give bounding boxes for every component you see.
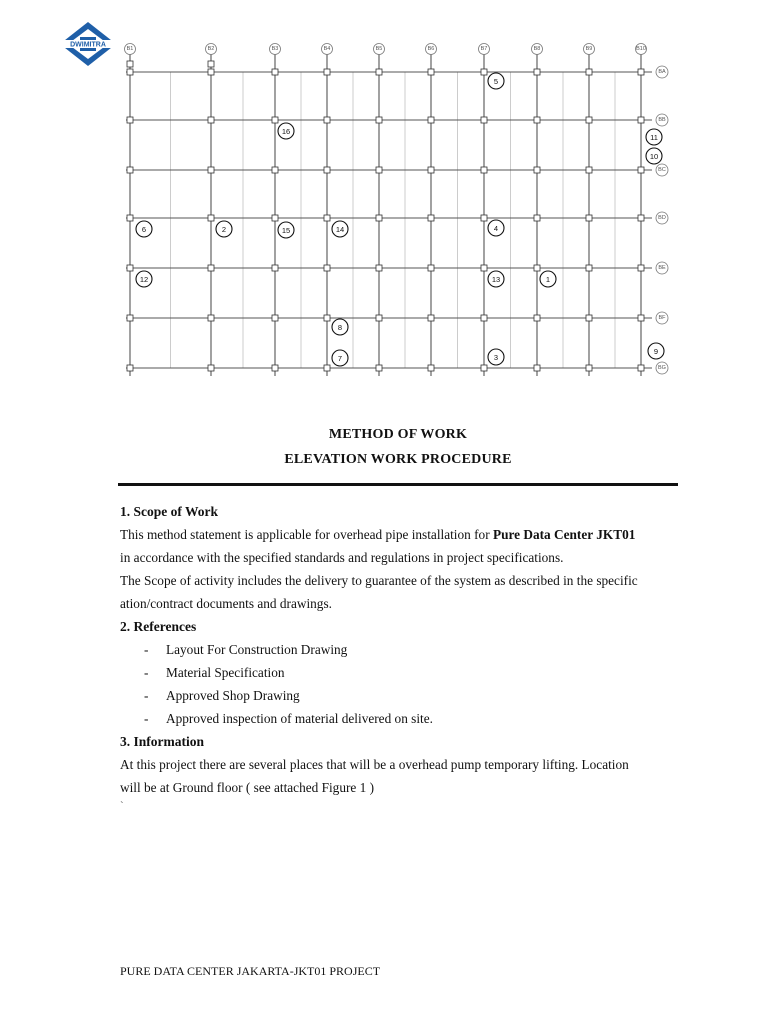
structural-column xyxy=(586,117,592,123)
column-axis-label: B3 xyxy=(271,46,279,52)
structural-column xyxy=(376,265,382,271)
structural-column xyxy=(127,365,133,371)
structural-column xyxy=(586,265,592,271)
logo-text: DWIMITRA xyxy=(70,41,106,49)
structural-column xyxy=(428,265,434,271)
location-marker-label: 5 xyxy=(493,77,499,86)
structural-column xyxy=(534,215,540,221)
structural-column xyxy=(376,117,382,123)
structural-column xyxy=(534,365,540,371)
structural-column xyxy=(534,315,540,321)
structural-column xyxy=(208,265,214,271)
stray-mark: ` xyxy=(120,800,124,812)
row-axis-label: BA xyxy=(658,69,666,75)
structural-column xyxy=(127,117,133,123)
structural-column xyxy=(638,69,644,75)
structural-column xyxy=(127,167,133,173)
structural-column xyxy=(127,215,133,221)
column-axis-label: B2 xyxy=(207,46,215,52)
structural-column xyxy=(324,167,330,173)
project-name: Pure Data Center JKT01 xyxy=(492,527,636,542)
structural-column xyxy=(481,365,487,371)
column-axis-label: B5 xyxy=(375,46,383,52)
structural-column xyxy=(586,315,592,321)
structural-column xyxy=(208,365,214,371)
structural-column xyxy=(324,69,330,75)
structural-column xyxy=(324,365,330,371)
structural-column xyxy=(586,365,592,371)
location-marker-label: 4 xyxy=(493,224,499,233)
location-marker-label: 10 xyxy=(649,152,659,161)
row-axis-label: BG xyxy=(658,365,666,371)
reference-item: - Approved inspection of material delivered on site. xyxy=(144,711,433,726)
structural-column xyxy=(638,167,644,173)
structural-column xyxy=(481,215,487,221)
structural-column xyxy=(428,215,434,221)
column-axis-label: B8 xyxy=(533,46,541,52)
structural-column xyxy=(638,365,644,371)
structural-column xyxy=(638,315,644,321)
section-scope-title: 1. Scope of Work xyxy=(120,504,219,519)
scope-paragraph-line3: The Scope of activity includes the delivery to guarantee of the system as described in the specific xyxy=(120,573,638,588)
column-axis-label: B6 xyxy=(427,46,435,52)
structural-column xyxy=(208,215,214,221)
references-list xyxy=(120,638,680,730)
structural-column xyxy=(534,265,540,271)
structural-column xyxy=(324,215,330,221)
structural-column xyxy=(127,315,133,321)
scope-paragraph-line1: This method statement is applicable for overhead pipe installation for Pure Data Center JKT01 xyxy=(120,527,636,542)
structural-column xyxy=(376,365,382,371)
document-body xyxy=(120,500,680,813)
location-marker-label: 13 xyxy=(491,275,501,284)
column-axis-label: B7 xyxy=(480,46,488,52)
structural-column xyxy=(376,215,382,221)
company-logo xyxy=(58,20,118,68)
structural-column xyxy=(324,265,330,271)
row-axis-label: BE xyxy=(658,265,666,271)
location-marker-label: 8 xyxy=(337,323,343,332)
structural-column xyxy=(208,315,214,321)
structural-column xyxy=(481,117,487,123)
row-axis-label: BC xyxy=(658,167,666,173)
structural-column xyxy=(481,69,487,75)
section-information-title: 3. Information xyxy=(120,734,204,749)
location-marker-label: 1 xyxy=(545,275,551,284)
location-marker-label: 16 xyxy=(281,127,291,136)
structural-column xyxy=(376,315,382,321)
structural-column xyxy=(428,167,434,173)
structural-column xyxy=(638,117,644,123)
structural-column xyxy=(324,117,330,123)
structural-column xyxy=(586,167,592,173)
structural-column xyxy=(208,117,214,123)
location-marker-label: 3 xyxy=(493,353,499,362)
structural-column xyxy=(586,69,592,75)
row-axis-label: BB xyxy=(658,117,666,123)
location-marker-label: 14 xyxy=(335,225,345,234)
column-axis-label: B9 xyxy=(585,46,593,52)
scope-paragraph-line2: in accordance with the specified standards and regulations in project specifications. xyxy=(120,550,564,565)
structural-column xyxy=(272,215,278,221)
structural-column xyxy=(428,315,434,321)
structural-column xyxy=(127,265,133,271)
structural-column xyxy=(481,167,487,173)
reference-item: - Approved Shop Drawing xyxy=(144,688,300,703)
structural-column xyxy=(481,265,487,271)
reference-item: - Layout For Construction Drawing xyxy=(144,642,348,657)
structural-column xyxy=(534,167,540,173)
structural-column xyxy=(534,117,540,123)
structural-column xyxy=(534,69,540,75)
structural-column xyxy=(272,265,278,271)
structural-column xyxy=(428,69,434,75)
structural-column xyxy=(208,69,214,75)
location-marker-label: 9 xyxy=(653,347,659,356)
page-footer: PURE DATA CENTER JAKARTA-JKT01 PROJECT xyxy=(120,964,381,978)
structural-column xyxy=(208,61,214,67)
structural-column xyxy=(638,215,644,221)
structural-column xyxy=(481,315,487,321)
column-axis-label: B10 xyxy=(636,46,646,52)
location-marker-label: 6 xyxy=(141,225,147,234)
structural-column xyxy=(376,167,382,173)
location-marker-label: 12 xyxy=(139,275,149,284)
column-axis-label: B4 xyxy=(323,46,331,52)
structural-column xyxy=(272,117,278,123)
structural-column xyxy=(272,167,278,173)
structural-column xyxy=(428,117,434,123)
structural-column xyxy=(428,365,434,371)
row-axis-label: BD xyxy=(658,215,666,221)
location-marker-label: 7 xyxy=(337,354,343,363)
structural-column xyxy=(638,265,644,271)
location-marker-label: 15 xyxy=(281,226,291,235)
location-marker-label: 2 xyxy=(221,225,227,234)
structural-column xyxy=(208,167,214,173)
structural-column xyxy=(127,61,133,67)
reference-item: - Material Specification xyxy=(144,665,285,680)
document-subtitle: ELEVATION WORK PROCEDURE xyxy=(284,452,512,467)
location-marker-label: 11 xyxy=(650,133,658,142)
section-references-title: 2. References xyxy=(120,619,197,634)
structural-column xyxy=(272,315,278,321)
document-title: METHOD OF WORK xyxy=(328,427,468,442)
structural-column xyxy=(324,315,330,321)
column-axis-label: B1 xyxy=(126,46,134,52)
structural-column xyxy=(127,69,133,75)
row-axis-label: BF xyxy=(658,315,666,321)
title-divider xyxy=(118,483,678,486)
information-paragraph-line1: At this project there are several places that will be a overhead pump temporary lifting. Location xyxy=(120,757,629,772)
floor-plan-drawing xyxy=(122,40,678,416)
scope-paragraph-line4: ation/contract documents and drawings. xyxy=(120,596,332,611)
structural-column xyxy=(272,365,278,371)
structural-column xyxy=(586,215,592,221)
information-paragraph-line2: will be at Ground floor ( see attached Figure 1 ) xyxy=(120,780,375,795)
structural-column xyxy=(376,69,382,75)
structural-column xyxy=(272,69,278,75)
